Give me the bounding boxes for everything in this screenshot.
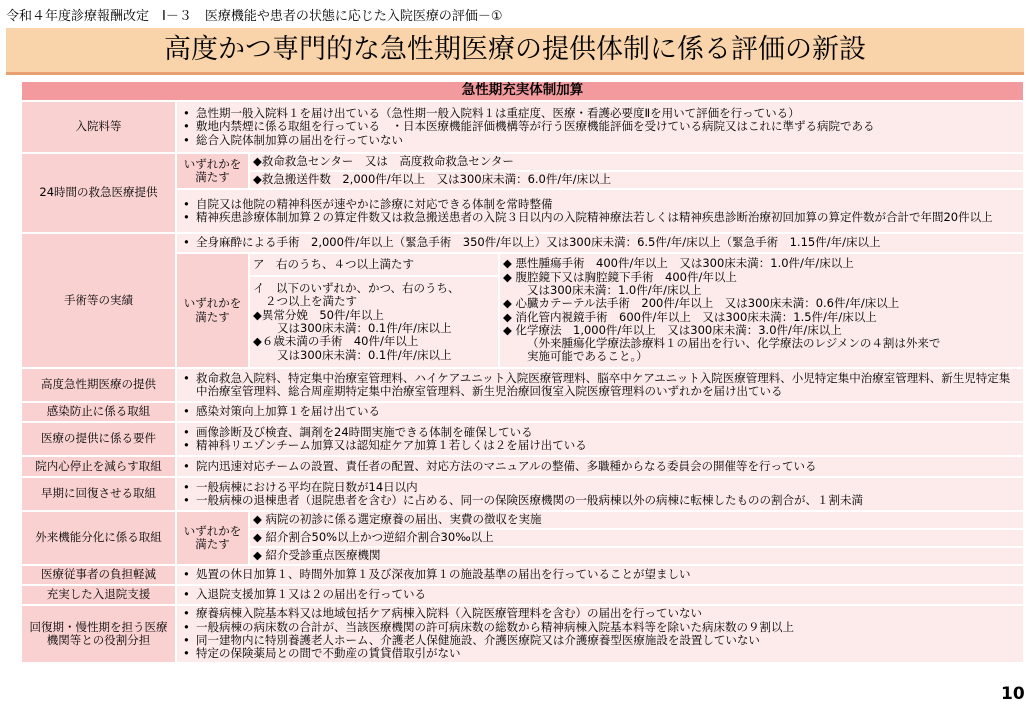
criteria-item: ◆ 消化管内視鏡手術 600件/年以上 又は300床未満：1.5件/年/床以上 — [503, 309, 877, 324]
row-label: 24時間の救急医療提供 — [21, 153, 176, 233]
list-item: • 自院又は他院の精神科医が速やかに診療に対応できる体制を常時整備 — [180, 198, 1020, 211]
list-item: • 総合入院体制加算の届出を行っていない — [180, 134, 1020, 147]
row-label: 充実した入退院支援 — [21, 585, 176, 605]
row-kodo — [21, 368, 1024, 402]
row-futan — [21, 565, 1024, 585]
list-item: • 感染対策向上加算１を届け出ている — [180, 405, 1020, 418]
either-label: いずれかを満たす — [176, 253, 249, 368]
row-content — [176, 233, 1024, 253]
either-label: いずれかを満たす — [176, 511, 249, 565]
row-content — [176, 101, 1024, 153]
row-label: 医療従事者の負担軽減 — [21, 565, 176, 585]
list-item: • 敷地内禁煙に係る取組を行っている ・日本医療機能評価機構等が行う医療機能評価を受けている病院又はこれに準ずる病院である — [180, 120, 1020, 133]
list-item: • 院内迅速対応チームの設置、責任者の配置、対応方法のマニュアルの整備、多職種からなる委員会の開催等を行っている — [180, 460, 1020, 473]
row-kaifuku — [21, 605, 1024, 663]
list-item: • 全身麻酔による手術 2,000件/年以上（緊急手術 350件/年以上）又は300床未満：6.5件/年/床以上（緊急手術 1.15件/年/床以上 — [180, 236, 1020, 249]
list-item: • 精神科リエゾンチーム加算又は認知症ケア加算１若しくは２を届け出ている — [180, 439, 1020, 452]
list-item: • 処置の休日加算１、時間外加算１及び深夜加算１の施設基準の届出を行っていることが望ましい — [180, 568, 1020, 581]
list-item: • 療養病棟入院基本料又は地域包括ケア病棟入院料（入院医療管理料を含む）の届出を行っていない — [180, 607, 1020, 620]
row-label: 早期に回復させる取組 — [21, 477, 176, 511]
list-item: • 画像診断及び検査、調剤を24時間実施できる体制を確保している — [180, 426, 1020, 439]
list-item: • 特定の保険薬局との間で不動産の賃貸借取引がない — [180, 647, 1020, 660]
either-label: いずれかを満たす — [176, 153, 249, 189]
top-line: 令和４年度診療報酬改定 Ⅰ－３ 医療機能や患者の状態に応じた入院医療の評価－① — [6, 9, 503, 24]
row-label: 高度急性期医療の提供 — [21, 368, 176, 402]
criteria-item: ◆ 悪性腫瘍手術 400件/年以上 又は300床未満：1.0件/年/床以上 — [503, 256, 854, 271]
list-item: • 精神疾患診療体制加算２の算定件数又は救急搬送患者の入院３日以内の入院精神療法若しくは精神疾患診断治療初回加算の算定件数が合計で年間20件以上 — [180, 211, 1020, 224]
surgery-criteria — [499, 253, 1024, 368]
option-b — [249, 276, 499, 368]
row-label: 回復期・慢性期を担う医療機関等との役割分担 — [21, 605, 176, 663]
option-b-line: 又は300床未満：0.1件/年/床以上 — [277, 347, 452, 362]
page-number: 10 — [1001, 684, 1025, 704]
row-content — [176, 368, 1024, 402]
list-item: • 一般病棟の退棟患者（退院患者を含む）に占める、同一の保険医療機関の一般病棟以外の病棟に転棟したものの割合が、１割未満 — [180, 494, 1020, 507]
criteria-item: ◆ 腹腔鏡下又は胸腔鏡下手術 400件/年以上 — [503, 269, 737, 284]
row-iryo — [21, 422, 1024, 456]
row-content — [176, 565, 1024, 585]
row-label: 外来機能分化に係る取組 — [21, 511, 176, 565]
row-label: 医療の提供に係る要件 — [21, 422, 176, 456]
criteria-item: ◆ 化学療法 1,000件/年以上 又は300床未満：3.0件/年/床以上 — [503, 322, 842, 337]
list-item: • 救命救急入院料、特定集中治療室管理料、ハイケアユニット入院医療管理料、脳卒中ケアユニット入院医療管理料、小児特定集中治療室管理料、新生児特定集中治療室管理料、総合周産期特定集中治療室管理料、新生児治療回復室入院医療管理料のいずれかを届け出ている — [180, 372, 1020, 399]
criteria-item: 実施可能であること。） — [527, 349, 648, 364]
option-item: ◆ 紹介割合50%以上かつ逆紹介割合30‰以上 — [249, 529, 1024, 547]
table-heading: 急性期充実体制加算 — [21, 81, 1024, 101]
option-item: ◆ 病院の初診に係る選定療養の届出、実費の徴収を実施 — [249, 511, 1024, 529]
row-content — [176, 585, 1024, 605]
criteria-item: （外来腫瘍化学療法診療料１の届出を行い、化学療法のレジメンの４割は外来で — [527, 336, 941, 351]
table-heading-row — [21, 81, 1024, 101]
row-shujutsu-a — [21, 233, 1024, 253]
option-item: ◆救急搬送件数 2,000件/年以上 又は300床未満：6.0件/年/床以上 — [249, 171, 1024, 189]
list-item: • 急性期一般入院料１を届け出ている（急性期一般入院料１は重症度、医療・看護必要度Ⅱを用いて評価を行っている） — [180, 107, 1020, 120]
list-item: • 入退院支援加算１又は２の届出を行っている — [180, 588, 1020, 601]
list-item: • 同一建物内に特別養護老人ホーム、介護老人保健施設、介護医療院又は介護療養型医療施設を設置していない — [180, 634, 1020, 647]
option-item: ◆ 紹介受診重点医療機関 — [249, 547, 1024, 565]
row-content — [176, 456, 1024, 477]
option-b-line: イ 以下のいずれか、かつ、右のうち、 — [253, 281, 460, 296]
page-title: 高度かつ専門的な急性期医療の提供体制に係る評価の新設 — [6, 28, 1024, 75]
row-content — [176, 605, 1024, 663]
row-content — [176, 477, 1024, 511]
option-b-line: ２つ以上を満たす — [265, 294, 357, 309]
criteria-item: ◆ 心臓カテーテル法手術 200件/年以上 又は300床未満：0.6件/年/床以上 — [503, 296, 900, 311]
row-gairai-a — [21, 511, 1024, 529]
row-taiin — [21, 585, 1024, 605]
row-label: 院内心停止を減らす取組 — [21, 456, 176, 477]
option-b-line: ◆６歳未満の手術 40件/年以上 — [253, 334, 419, 349]
row-soki — [21, 477, 1024, 511]
requirements-table — [20, 80, 1025, 664]
row-content — [176, 422, 1024, 456]
row-label: 手術等の実績 — [21, 233, 176, 368]
row-content — [176, 189, 1024, 233]
row-kyukyu-a — [21, 153, 1024, 171]
row-nyuin — [21, 101, 1024, 153]
row-innai — [21, 456, 1024, 477]
list-item: • 一般病棟における平均在院日数が14日以内 — [180, 481, 1020, 494]
option-a: ア 右のうち、４つ以上満たす — [249, 253, 499, 276]
list-item: • 一般病棟の病床数の合計が、当該医療機関の許可病床数の総数から精神病棟入院基本料等を除いた病床数の９割以上 — [180, 621, 1020, 634]
row-content — [176, 402, 1024, 422]
option-b-line: ◆異常分娩 50件/年以上 — [253, 307, 384, 322]
option-b-line: 又は300床未満：0.1件/年/床以上 — [277, 321, 452, 335]
row-label: 入院料等 — [21, 101, 176, 153]
row-label: 感染防止に係る取組 — [21, 402, 176, 422]
option-item: ◆救命救急センター 又は 高度救命救急センター — [249, 153, 1024, 171]
row-kansen — [21, 402, 1024, 422]
criteria-item: 又は300床未満：1.0件/年/床以上 — [527, 282, 702, 297]
